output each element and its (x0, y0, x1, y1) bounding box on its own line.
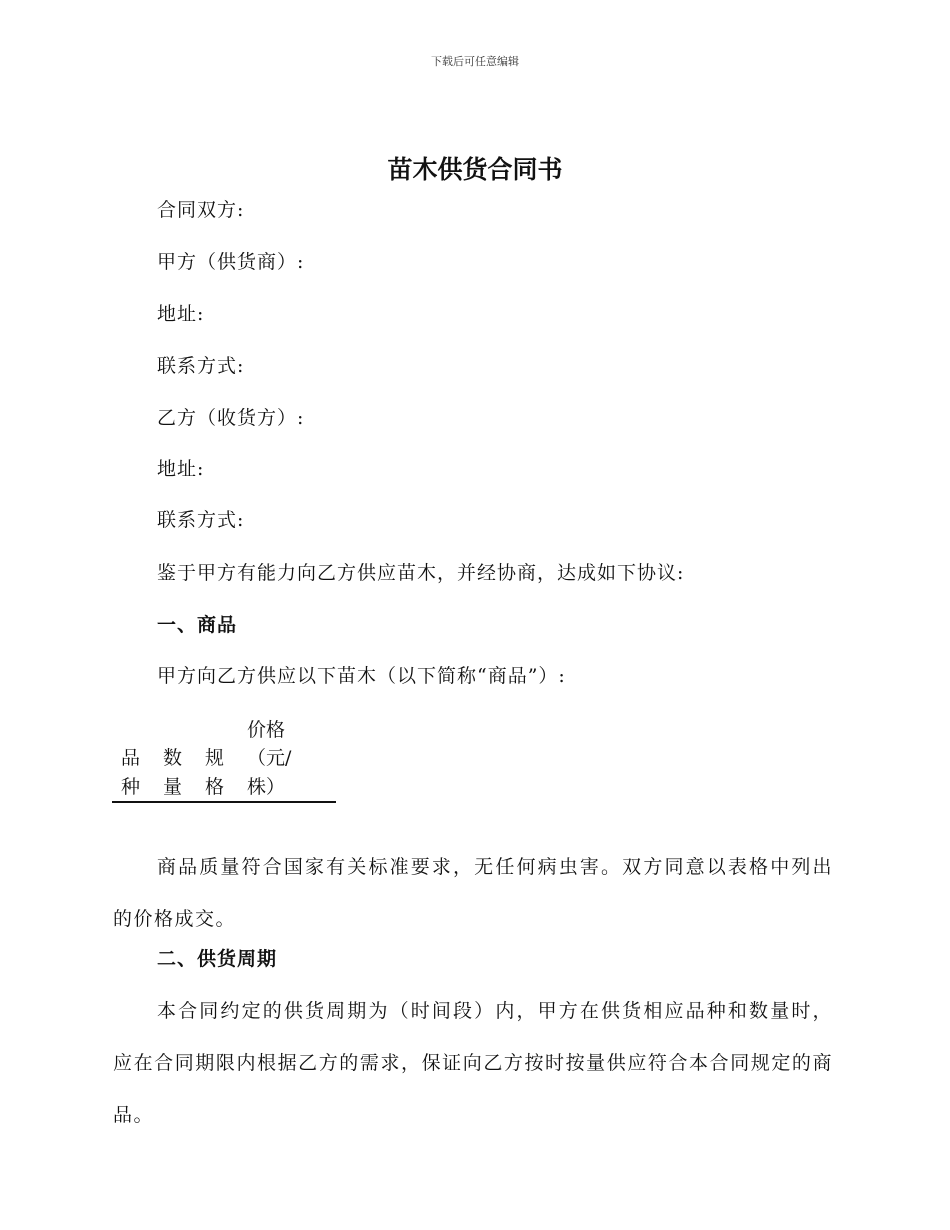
header-note: 下载后可任意编辑 (431, 55, 519, 68)
table-header-price-2: （元/ (247, 747, 292, 769)
party-b-contact: 联系方式: (157, 509, 245, 531)
table-header-variety-1: 品 (121, 747, 141, 769)
party-b-label: 乙方（收货方）: (157, 407, 305, 429)
table-header-price-1: 价格 (247, 719, 286, 741)
party-a-address: 地址: (157, 303, 205, 325)
table-header-spec-2: 格 (205, 776, 225, 798)
section-1-heading: 一、商品 (157, 614, 238, 636)
table-header-quantity-2: 量 (163, 776, 183, 798)
supply-period-paragraph: 本合同约定的供货周期为（时间段）内，甲方在供货相应品种和数量时，应在合同期限内根据乙方的需求，保证向乙方按时按量供应符合本合同规定的商品。 (113, 1000, 833, 1126)
table-header-variety-2: 种 (121, 776, 141, 798)
table-header-spec-1: 规 (205, 747, 225, 769)
section-1-intro: 甲方向乙方供应以下苗木（以下简称“商品”）: (157, 665, 566, 687)
party-a-label: 甲方（供货商）: (157, 251, 305, 273)
quality-paragraph: 商品质量符合国家有关标准要求，无任何病虫害。双方同意以表格中列出的价格成交。 (113, 856, 833, 930)
section-2-heading: 二、供货周期 (157, 948, 278, 970)
table-header-price-3: 株） (247, 776, 286, 798)
parties-intro: 合同双方: (157, 199, 245, 221)
party-b-address: 地址: (157, 458, 205, 480)
document-title: 苗木供货合同书 (387, 155, 563, 184)
party-a-contact: 联系方式: (157, 355, 245, 377)
table-header-quantity-1: 数 (163, 747, 183, 769)
table-rule (112, 801, 336, 803)
preamble: 鉴于甲方有能力向乙方供应苗木，并经协商，达成如下协议: (157, 562, 685, 584)
